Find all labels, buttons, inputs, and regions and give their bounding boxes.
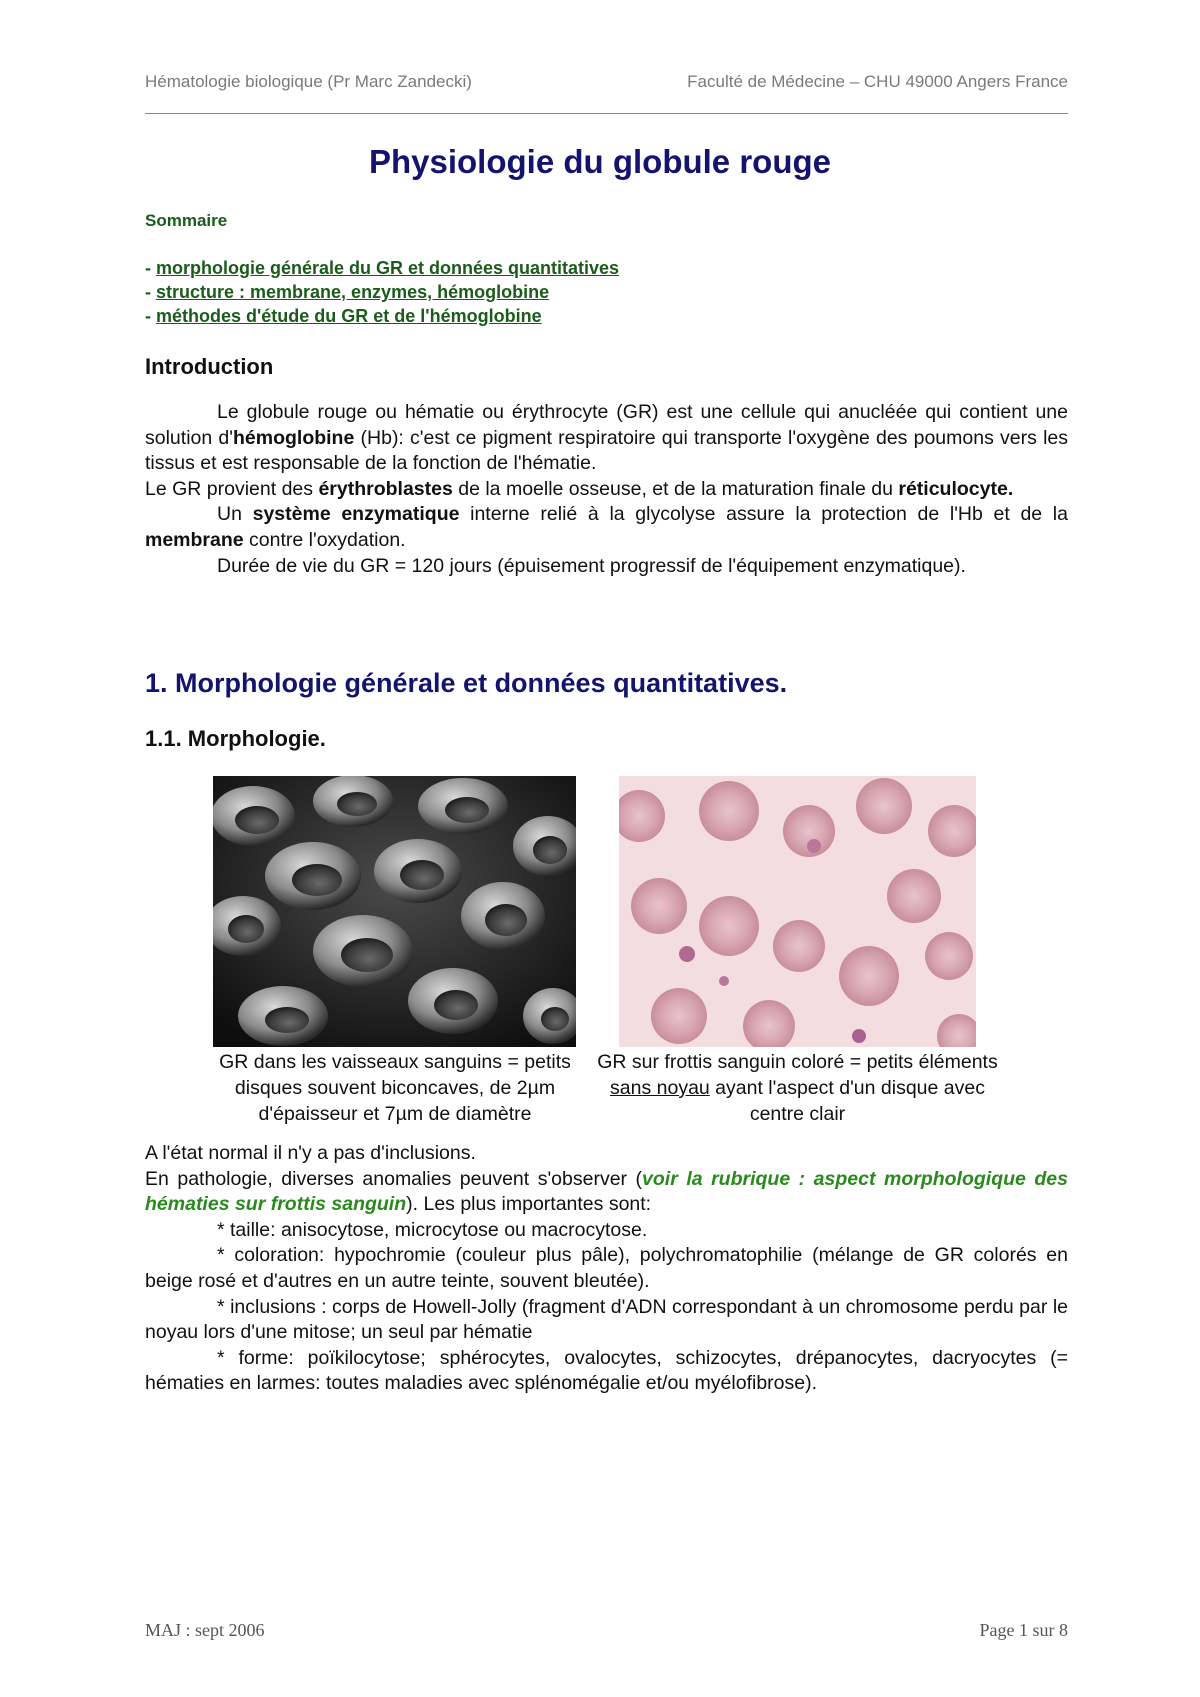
header-right-text: Faculté de Médecine – CHU 49000 Angers France: [687, 72, 1068, 91]
aspect-morphologique-link[interactable]: voir la rubrique : aspect morphologique des hématies sur frottis sanguin: [145, 1167, 1068, 1216]
morpho-bullet-coloration: * coloration: hypochromie (couleur plus pâle), polychromatophilie (mélange de GR colorés en beige rosé et d'autres en un autre teinte, souvent bleutée).: [145, 1244, 1068, 1292]
sommaire-heading: Sommaire: [145, 211, 228, 230]
table-of-contents: [145, 256, 619, 328]
header-left-text: Hématologie biologique (Pr Marc Zandecki): [145, 72, 472, 91]
section-1-1-heading: 1.1. Morphologie.: [145, 726, 326, 751]
introduction-heading: Introduction: [145, 354, 274, 379]
footer-update-date: MAJ : sept 2006: [145, 1620, 265, 1640]
intro-paragraph-2: Le GR provient des érythroblastes de la moelle osseuse, et de la maturation finale du réticulocyte.: [145, 477, 1014, 500]
toc-prefix: -: [145, 306, 156, 326]
intro-paragraph-3: Un système enzymatique interne relié à la glycolyse assure la protection de l'Hb et de la membrane contre l'oxydation.: [145, 503, 1068, 551]
intro-paragraph-4: Durée de vie du GR = 120 jours (épuisement progressif de l'équipement enzymatique).: [217, 554, 966, 577]
page-header: [145, 72, 1068, 98]
blood-smear-image: [619, 776, 976, 1047]
toc-item: [145, 304, 619, 328]
morpho-bullet-inclusions: * inclusions : corps de Howell-Jolly (fragment d'ADN correspondant à un chromosome perdu par le noyau lors d'une mitose; un seul par hématie: [145, 1295, 1068, 1344]
page-title: Physiologie du globule rouge: [368, 143, 832, 180]
smear-image-caption: GR sur frottis sanguin coloré = petits éléments sans noyau ayant l'aspect d'un disque avec centre clair: [597, 1051, 998, 1125]
morphology-text: [145, 1141, 1068, 1397]
morpho-line-2: En pathologie, diverses anomalies peuvent s'observer (voir la rubrique : aspect morphologique des hématies sur frottis sanguin). Les plus importantes sont:: [145, 1167, 1068, 1216]
section-1-heading: 1. Morphologie générale et données quantitatives.: [145, 668, 788, 698]
toc-prefix: -: [145, 282, 156, 302]
toc-link-methodes[interactable]: méthodes d'étude du GR et de l'hémoglobine: [156, 306, 542, 326]
morpho-line-1: A l'état normal il n'y a pas d'inclusions.: [145, 1142, 476, 1164]
toc-prefix: -: [145, 258, 156, 278]
toc-link-structure[interactable]: structure : membrane, enzymes, hémoglobine: [156, 282, 550, 302]
intro-paragraph-1: Le globule rouge ou hématie ou érythrocyte (GR) est une cellule qui anucléée qui contient une solution d'hémoglobine (Hb): c'est ce pigment respiratoire qui transporte l'oxygène des poumons vers les tissus et est responsable de la fonction de l'hématie.: [145, 401, 1068, 475]
sem-image-caption: GR dans les vaisseaux sanguins = petits disques souvent biconcaves, de 2µm d'épaisseur et 7µm de diamètre: [219, 1051, 571, 1125]
morpho-bullet-taille: * taille: anisocytose, microcytose ou macrocytose.: [217, 1218, 648, 1241]
footer-page-number: Page 1 sur 8: [979, 1620, 1068, 1640]
toc-item: [145, 256, 619, 280]
toc-link-morphologie[interactable]: morphologie générale du GR et données quantitatives: [156, 258, 620, 278]
header-divider: [145, 113, 1068, 114]
page-footer: [145, 1620, 1068, 1644]
introduction-text: [145, 400, 1068, 579]
morpho-bullet-forme: * forme: poïkilocytose; sphérocytes, ovalocytes, schizocytes, drépanocytes, dacryocytes (= hématies en larmes: toutes maladies avec splénomégalie et/ou myélofibrose).: [145, 1346, 1068, 1395]
toc-item: [145, 280, 619, 304]
sem-red-blood-cells-image: [213, 776, 576, 1047]
